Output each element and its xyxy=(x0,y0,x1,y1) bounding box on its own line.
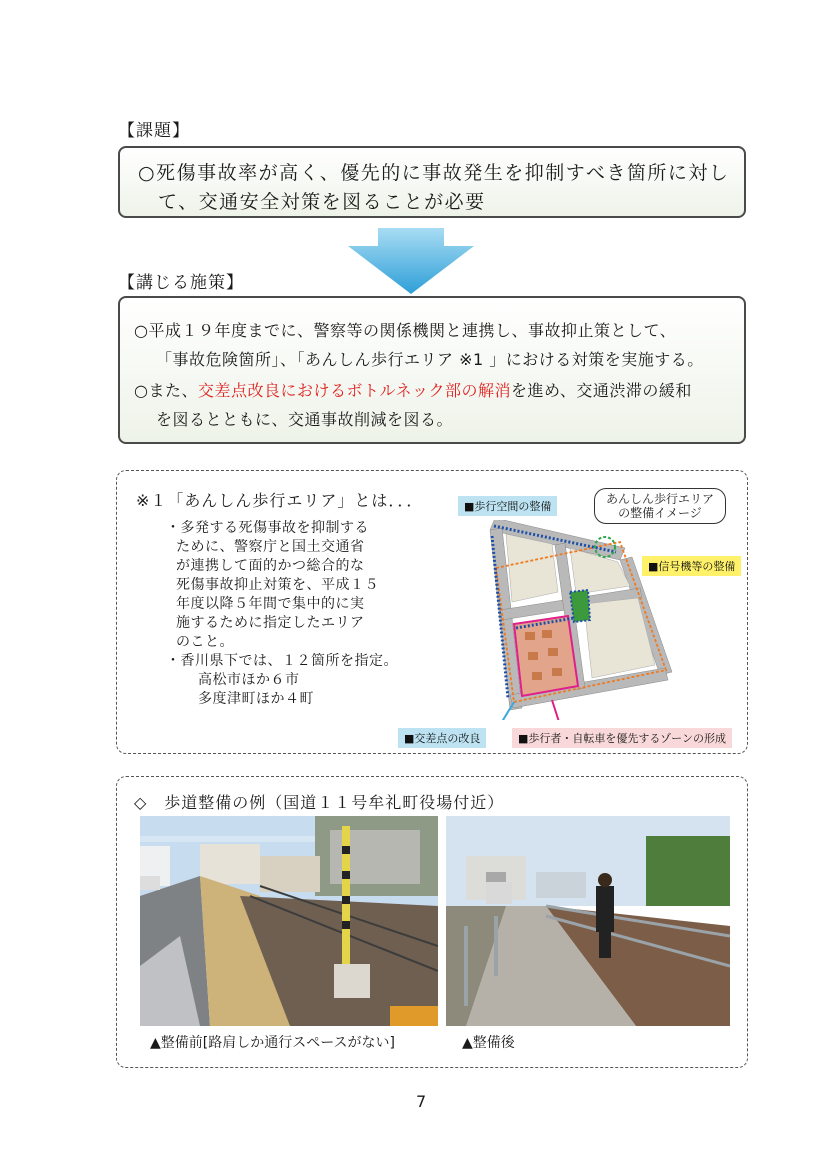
measures-line-2: 「事故危険箇所」、「あんしん歩行エリア ※1 」における対策を実施する。 xyxy=(156,350,704,369)
definition-line: ために、警察庁と国土交通省 xyxy=(176,539,365,555)
tag-zone: ■歩行者・自転車を優先するゾーンの形成 xyxy=(512,728,732,748)
example-title: ◇ 歩道整備の例（国道１１号牟礼町役場付近） xyxy=(134,793,505,812)
definition-line: 多度津町ほか４町 xyxy=(198,691,314,707)
definition-line: ・多発する死傷事故を抑制する xyxy=(166,520,369,536)
diagram-caption-line-2: の整備イメージ xyxy=(618,506,702,520)
tag-walk-space: ■歩行空間の整備 xyxy=(458,496,557,516)
after-photo xyxy=(446,816,730,1026)
down-arrow-icon xyxy=(348,228,474,294)
anshin-area-diagram xyxy=(470,520,720,720)
page-number: 7 xyxy=(416,1092,427,1111)
before-photo xyxy=(140,816,438,1026)
measures-box xyxy=(118,296,746,444)
issue-box xyxy=(118,146,746,218)
measures-line-3 xyxy=(134,378,692,401)
after-caption: ▲整備後 xyxy=(462,1035,515,1051)
tag-signals: ■信号機等の整備 xyxy=(642,556,741,576)
definition-line: が連携して面的かつ総合的な xyxy=(176,558,365,574)
measures-heading: 【講じる施策】 xyxy=(118,273,244,293)
definition-line: 年度以降５年間で集中的に実 xyxy=(176,596,365,612)
definition-line: ・香川県下では、１２箇所を指定。 xyxy=(166,653,398,669)
issue-line-2: て、交通安全対策を図ることが必要 xyxy=(158,191,486,213)
bottleneck-highlight: 交差点改良におけるボトルネック部の解消 xyxy=(197,381,511,400)
diagram-caption-line-1: あんしん歩行エリア xyxy=(605,492,714,506)
measures-line-3-post: を進め、交通渋滞の緩和 xyxy=(511,381,692,400)
definition-line: のこと。 xyxy=(176,634,234,650)
measures-line-3-pre: ○また、 xyxy=(134,381,198,400)
issue-line-1: ○死傷事故率が高く、優先的に事故発生を抑制すべき箇所に対し xyxy=(138,162,730,184)
definition-line: 施するために指定したエリア xyxy=(176,615,365,631)
before-caption: ▲整備前[路肩しか通行スペースがない] xyxy=(150,1035,395,1051)
definition-list xyxy=(166,519,398,709)
tag-intersection: ■交差点の改良 xyxy=(398,728,486,748)
measures-line-4: を図るとともに、交通事故削減を図る。 xyxy=(156,410,454,429)
note-title: ※１「あんしん歩行エリア」とは．．． xyxy=(136,491,424,510)
definition-line: 高松市ほか６市 xyxy=(198,672,300,688)
definition-line: 死傷事故抑止対策を、平成１５ xyxy=(176,577,379,593)
diagram-caption xyxy=(594,488,726,524)
issue-heading: 【課題】 xyxy=(118,121,190,141)
measures-line-1: ○平成１９年度までに、警察等の関係機関と連携し、事故抑止策として、 xyxy=(134,321,677,340)
